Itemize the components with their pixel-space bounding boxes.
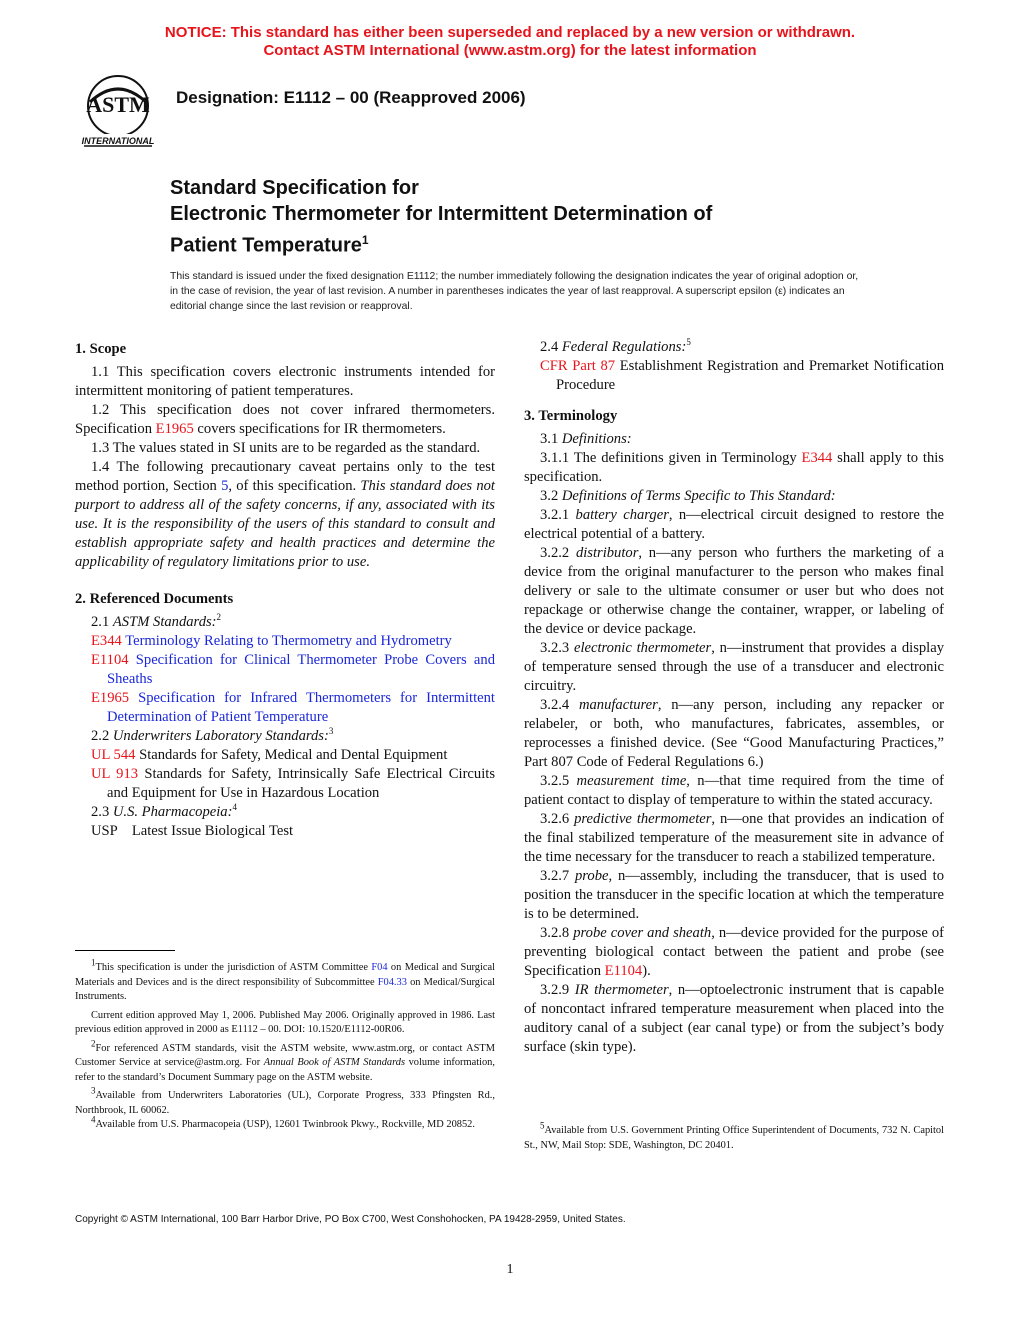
para-1-2-text-end: covers specifications for IR thermometers. (193, 421, 446, 437)
ref-ul913 (75, 765, 495, 803)
refdocs-heading: 2. Referenced Documents (75, 591, 234, 607)
scope-heading: 1. Scope (75, 341, 127, 357)
term-3-2-2: 3.2.2 distributor, n—any person who furthers the marketing of a device from the original manufacturer to the person who makes final delivery or sale to the ultimate consumer or user but who does not repackage or otherwise change the container, wrapper, or labeling of the device or device package. (524, 545, 944, 637)
term-3-2-9: 3.2.9 IR thermometer, n—optoelectronic instrument that is capable of noncontact infrared temperature measurement when placed into the auditory canal of a subject (ear canal type) or from the subject’s body surface (skin type). (524, 982, 945, 1055)
link-section-5[interactable]: 5 (221, 478, 229, 494)
ref-usp: USP Latest Issue Biological Test (91, 823, 294, 839)
link-e1965[interactable]: E1965 (155, 421, 194, 437)
title-line-3: Patient Temperature (170, 234, 362, 257)
issued-note: This standard is issued under the fixed designation E1112; the number immediately following the designation indicates the year of original adoption or, in the case of revision, the year of last revision. A number in parentheses indicates the year of last reapproval. A superscript epsilon (ε) indicates an editorial change since the last revision or reapproval. (170, 271, 859, 312)
ref-cfr-title: Establishment Registration and Premarket Notification Procedure (556, 358, 945, 393)
astm-logo (76, 72, 160, 152)
copyright-footer: Copyright © ASTM International, 100 Barr Harbor Drive, PO Box C700, West Conshohocken, PA 19428-2959, United States. (75, 1214, 626, 1225)
term-3-2-3: 3.2.3 electronic thermometer, n—instrument that provides a display of temperature sensed through the use of a transducer and electronic circuitry. (524, 640, 944, 694)
document-title (170, 175, 870, 259)
ref-ul544-title: Standards for Safety, Medical and Dental Equipment (135, 747, 448, 763)
usp-label: 2.3 U.S. Pharmacopeia:$^4$ (91, 802, 237, 820)
notice-line-2: Contact ASTM International (www.astm.org) for the latest information (263, 42, 757, 59)
term-3-2-6: 3.2.6 predictive thermometer, n—one that provides an indication of the final stabilized temperature of the measurement site in advance of the time necessary for the transducer to reach a stabilized temperature. (524, 811, 944, 865)
ref-ul544 (75, 746, 495, 765)
safety-caveat: This standard does not purport to address all of the safety concerns, if any, associated with its use. It is the responsibility of the users of this standard to consult and establish appropriate safety and health practices and determine the applicability of regulatory limitations prior to use. (75, 478, 495, 570)
left-footnotes (75, 950, 495, 1133)
footnote-5: $^5$Available from U.S. Government Printing Office Superintendent of Documents, 732 N. Capitol St., NW, Mail Stop: SDE, Washington, DC 20401. (524, 1120, 944, 1151)
astm-logo-icon (76, 72, 160, 152)
notice-banner (0, 24, 1020, 60)
footnote-1: $^1$This specification is under the jurisdiction of ASTM Committee F04 on Medical and Surgical Materials and Devices and is the direct responsibility of Subcommittee F04.33 on Medical/Surgical Instruments. (75, 957, 495, 1002)
left-column (75, 340, 495, 841)
para-1-4-text-mid: , of this specification. (228, 478, 361, 494)
designation: Designation: E1112 – 00 (Reapproved 2006) (176, 88, 526, 107)
link-f04[interactable]: F04 (371, 962, 388, 973)
ul-standards-label: 2.2 Underwriters Laboratory Standards:$^3$ (91, 726, 334, 744)
notice-line-1: NOTICE: This standard has either been superseded and replaced by a new version or withdrawn. (164, 24, 856, 41)
link-f04-33[interactable]: F04.33 (377, 976, 407, 988)
para-1-2 (75, 401, 495, 439)
para-1-4 (75, 458, 495, 572)
definitions-label: 3.1 Definitions: (540, 431, 632, 447)
ref-e1104-title[interactable]: Specification for Clinical Thermometer Probe Covers and Sheaths (107, 652, 495, 687)
para-3-1-1: 3.1.1 The definitions given in Terminology E344 shall apply to this specification. (524, 450, 944, 485)
ref-e1104 (75, 651, 495, 689)
link-e344-terminology[interactable]: E344 (801, 450, 833, 466)
ref-e1965 (75, 689, 495, 727)
link-e1965-ref[interactable]: E1965 (91, 690, 130, 706)
terminology-heading: 3. Terminology (524, 408, 618, 424)
ref-ul913-title: Standards for Safety, Intrinsically Safe Electrical Circuits and Equipment for Use in Hazardous Location (107, 766, 495, 801)
fed-regs-label: 2.4 Federal Regulations:$^5$ (540, 337, 691, 355)
para-1-4-text: 1.4 The following precautionary caveat pertains only to the test method portion, Section (75, 459, 495, 494)
para-1-1: 1.1 This specification covers electronic instruments intended for intermittent monitoring of patient temperatures. (75, 364, 495, 399)
svg-text:ASTM: ASTM (86, 92, 150, 117)
right-footnotes (524, 1120, 944, 1153)
ref-e344 (75, 632, 495, 651)
specific-definitions-label: 3.2 Definitions of Terms Specific to This Standard: (540, 488, 836, 504)
footnote-3: $^3$Available from Underwriters Laboratories (UL), Corporate Progress, 333 Pfingsten Rd., Northbrook, IL 60062. (75, 1085, 495, 1116)
right-column (524, 338, 944, 1057)
term-3-2-4: 3.2.4 manufacturer, n—any person, including any repacker or relabeler, or both, who manufactures, fabricates, assembles, or reprocesses a finished device. (See “Good Manufacturing Practices,” Part 807 Code of Federal Regulations 6.) (524, 697, 944, 770)
footnote-4: $^4$Available from U.S. Pharmacopeia (USP), 12601 Twinbrook Pkwy., Rockville, MD 20852. (91, 1114, 475, 1130)
title-line-2: Electronic Thermometer for Intermittent Determination of (170, 203, 713, 225)
ref-e1965-title[interactable]: Specification for Infrared Thermometers for Intermittent Determination of Patient Temperature (107, 690, 495, 725)
para-1-2-text: 1.2 This specification does not cover infrared thermometers. Specification (75, 402, 495, 437)
link-ul544[interactable]: UL 544 (91, 747, 136, 763)
term-3-2-7: 3.2.7 probe, n—assembly, including the transducer, that is used to position the transducer in the specific location at which the temperature is to be determined. (524, 868, 944, 922)
ref-cfr (524, 357, 944, 395)
link-e344[interactable]: E344 (91, 633, 122, 649)
term-3-2-1: 3.2.1 battery charger, n—electrical circuit designed to restore the electrical potential of a battery. (524, 507, 944, 542)
link-e1104[interactable]: E1104 (91, 652, 129, 668)
footnote-1-approval: Current edition approved May 1, 2006. Published May 2006. Originally approved in 1986. Last previous edition approved in 2000 as E1112 – 00. DOI: 10.1520/E1112-00R06. (75, 1009, 495, 1035)
footnote-2: $^2$For referenced ASTM standards, visit the ASTM website, www.astm.org, or contact ASTM Customer Service at service@astm.org. For Annual Book of ASTM Standards volume information, refer to the standard’s Document Summary page on the ASTM website. (75, 1038, 495, 1083)
page-number: 1 (506, 1262, 514, 1277)
ref-e344-title[interactable]: Terminology Relating to Thermometry and Hydrometry (121, 633, 452, 649)
link-e1104-spec[interactable]: E1104 (604, 963, 643, 979)
link-cfr-part-87[interactable]: CFR Part 87 (540, 358, 616, 374)
link-ul913[interactable]: UL 913 (91, 766, 139, 782)
svg-text:INTERNATIONAL: INTERNATIONAL (81, 136, 155, 146)
title-footnote-ref: 1 (361, 233, 369, 247)
title-line-1: Standard Specification for (170, 177, 419, 199)
term-3-2-8: 3.2.8 probe cover and sheath, n—device provided for the purpose of preventing biological contact between the patient and probe (see Specification E1104). (524, 925, 945, 979)
astm-standards-label: 2.1 ASTM Standards:$^2$ (91, 612, 222, 630)
term-3-2-5: 3.2.5 measurement time, n—that time required from the time of patient contact to display of temperature to within the stated accuracy. (524, 773, 945, 808)
para-1-3: 1.3 The values stated in SI units are to be regarded as the standard. (91, 440, 481, 456)
footnote-divider (75, 950, 175, 951)
